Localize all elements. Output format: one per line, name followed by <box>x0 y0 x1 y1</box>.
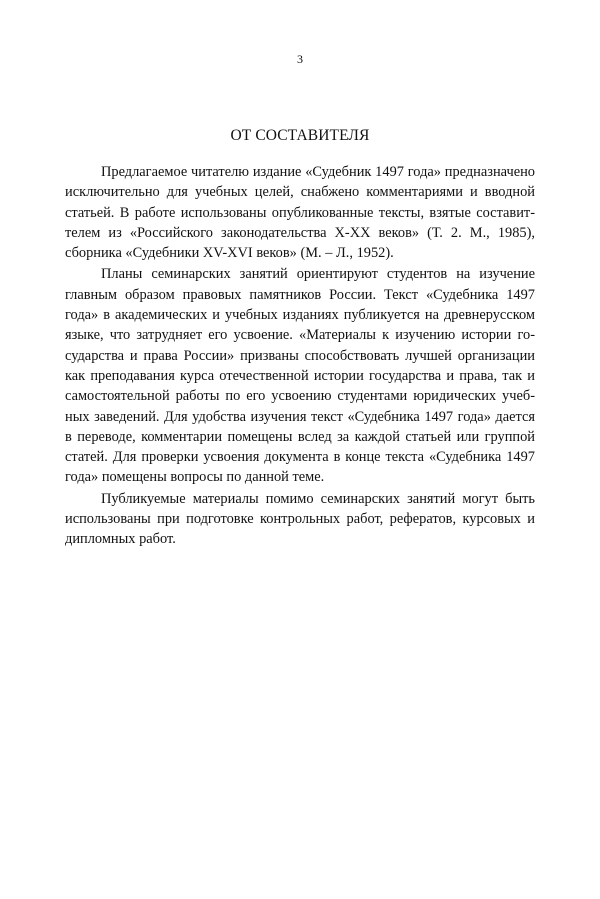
paragraph-2 <box>65 264 535 487</box>
text-line: сударства и права России» призваны способствовать лучшей организации <box>65 347 535 364</box>
text-line: как преподавания курса отечественной истории государства и права, так и <box>65 367 535 384</box>
paragraph-3 <box>65 489 535 550</box>
text-line: главным образом правовых памятников России. Текст «Судебника 1497 <box>65 286 535 303</box>
page-number: 3 <box>297 52 303 66</box>
body-text <box>65 162 535 550</box>
text-line: Публикуемые материалы помимо семинарских занятий могут быть <box>101 490 535 507</box>
text-line: исключительно для учебных целей, снабжено комментариями и вводной <box>65 184 535 201</box>
text-line: статей. Для проверки усвоения документа в конце текста «Судебника 1497 <box>65 449 535 466</box>
text-line: статьей. В работе использованы опубликованные тексты, взятые составит- <box>65 204 535 221</box>
paragraph-1 <box>65 162 535 263</box>
text-line: дипломных работ. <box>65 531 176 548</box>
text-line: использованы при подготовке контрольных работ, рефератов, курсовых и <box>65 511 535 528</box>
page-title: ОТ СОСТАВИТЕЛЯ <box>230 127 370 144</box>
text-line: Предлагаемое читателю издание «Судебник 1497 года» предназначено <box>101 164 535 180</box>
text-line: года» в академических и учебных изданиях публикуется на древнерусском <box>65 307 535 324</box>
text-line: Планы семинарских занятий ориентируют студентов на изучение <box>101 266 535 283</box>
text-line: сборника «Судебники XV-XVI веков» (М. – Л., 1952). <box>65 245 394 262</box>
text-line: телем из «Российского законодательства X-XX веков» (Т. 2. М., 1985), <box>65 224 535 241</box>
text-line: года» помещены вопросы по данной теме. <box>65 469 325 486</box>
text-line: в переводе, комментарии помещены вслед за каждой статьей или группой <box>65 428 535 445</box>
text-line: самостоятельной работы по его усвоению студентами юридических учеб- <box>65 388 535 405</box>
text-line: ных заведений. Для удобства изучения текст «Судебника 1497 года» дается <box>65 408 535 425</box>
text-line: языке, что затрудняет его усвоение. «Материалы к изучению истории го- <box>65 327 535 344</box>
